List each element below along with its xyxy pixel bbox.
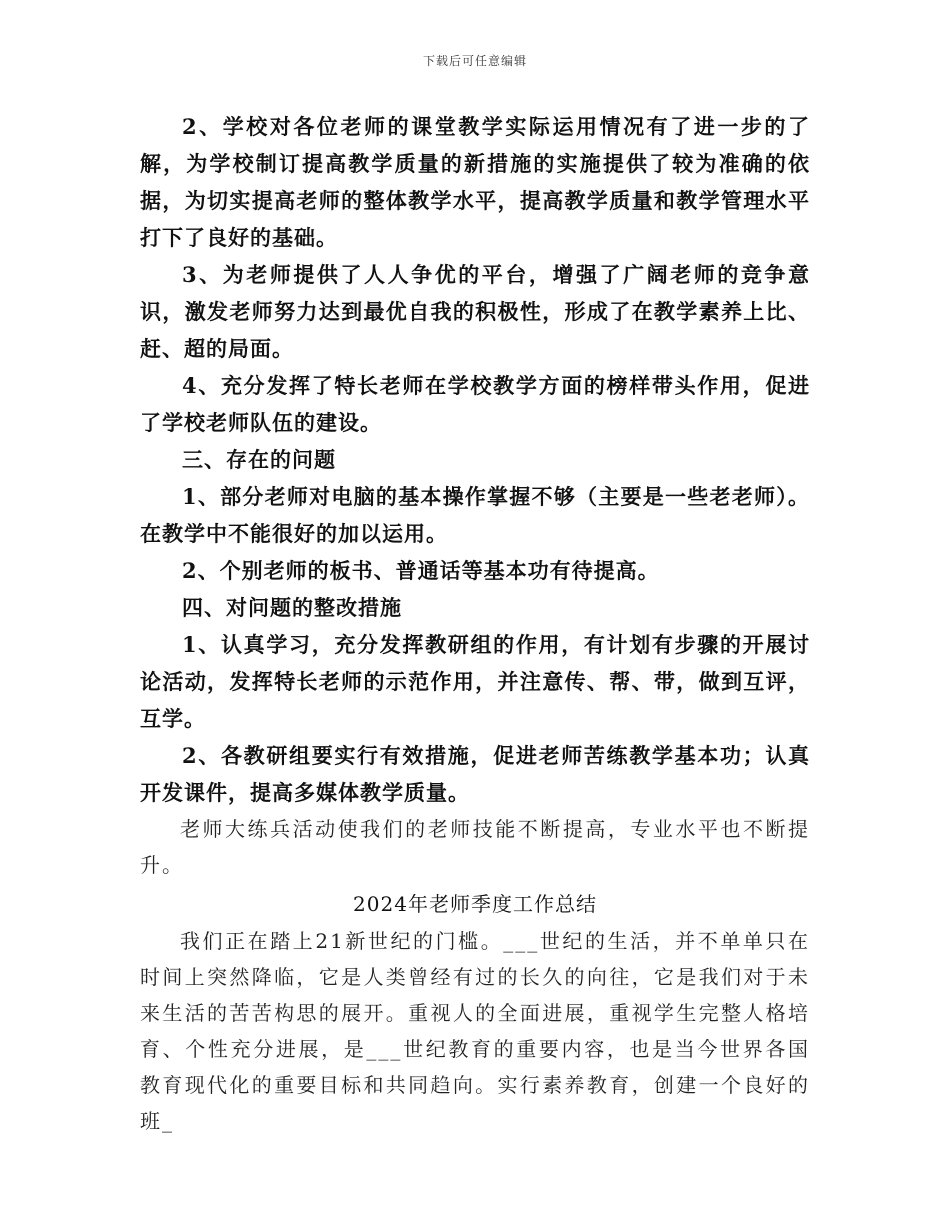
second-document-title: 2024年老师季度工作总结 — [353, 892, 597, 916]
problems-item-2: 2、个别老师的板书、普通话等基本功有待提高。 — [182, 558, 660, 583]
measures-heading: 四、对问题的整改措施 — [182, 595, 402, 620]
measures-item-2: 2、各教研组要实行有效措施，促进老师苦练教学基本功；认真开发课件，提高多媒体教学质量。 — [140, 743, 810, 805]
problems-heading: 三、存在的问题 — [182, 447, 336, 472]
second-document-intro: 我们正在踏上21新世纪的门槛。___世纪的生活，并不单单只在时间上突然降临，它是人类曾经有过的长久的向往，它是我们对于未来生活的苦苦构思的展开。重视人的全面进展，重视学生完整人格培育、个性充分进展，是___世纪教育的重要内容，也是当今世界各国教育现代化的重要目标和共同趋向。实行素养教育，创建一个良好的班_ — [140, 929, 810, 1133]
closing-paragraph: 老师大练兵活动使我们的老师技能不断提高，专业水平也不断提升。 — [140, 817, 810, 877]
results-item-4: 4、充分发挥了特长老师在学校教学方面的榜样带头作用，促进了学校老师队伍的建设。 — [140, 373, 810, 435]
results-item-2: 2、学校对各位老师的课堂教学实际运用情况有了进一步的了解，为学校制订提高教学质量的新措施的实施提供了较为准确的依据，为切实提高老师的整体教学水平，提高教学质量和教学管理水平打下了良好的基础。 — [140, 114, 810, 250]
results-item-3: 3、为老师提供了人人争优的平台，增强了广阔老师的竞争意识，激发老师努力达到最优自我的积极性，形成了在教学素养上比、赶、超的局面。 — [140, 262, 810, 361]
measures-item-1: 1、认真学习，充分发挥教研组的作用，有计划有步骤的开展讨论活动，发挥特长老师的示范作用，并注意传、帮、带，做到互评，互学。 — [140, 632, 810, 731]
page-header-note: 下载后可任意编辑 — [422, 54, 527, 68]
problems-item-1: 1、部分老师对电脑的基本操作掌握不够（主要是一些老老师）。在教学中不能很好的加以运用。 — [140, 484, 810, 546]
document-body — [140, 108, 810, 1139]
